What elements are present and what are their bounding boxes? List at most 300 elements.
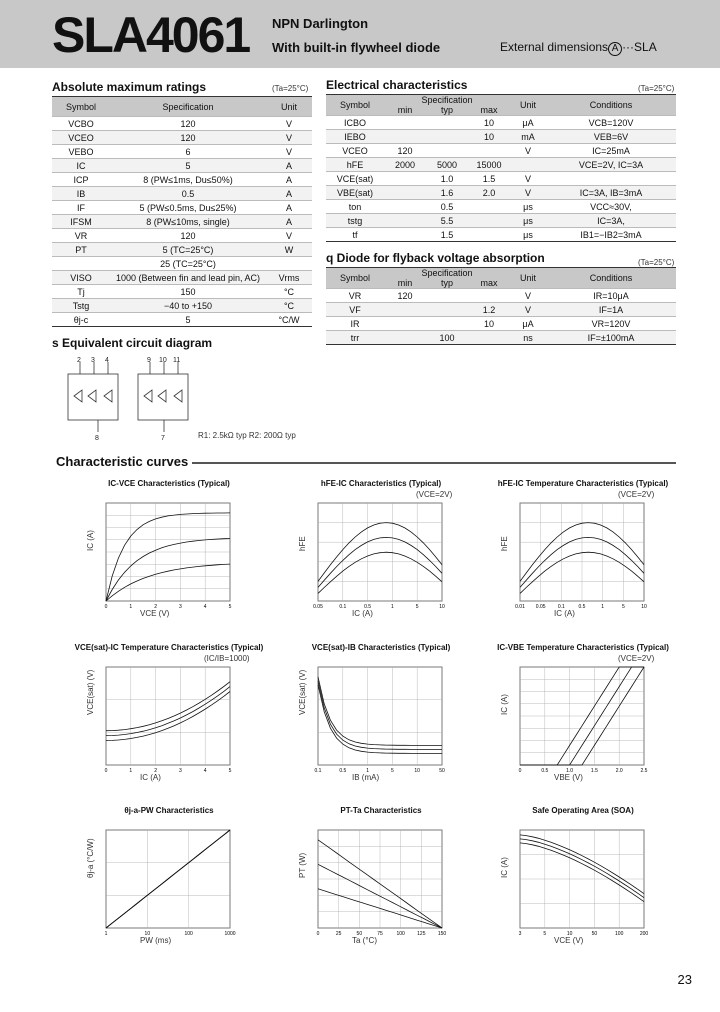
chart-plot xyxy=(96,653,250,793)
table-cell xyxy=(384,303,426,317)
table-cell: 8 (PW≤1ms, Du≤50%) xyxy=(110,173,266,187)
chart-title: Safe Operating Area (SOA) xyxy=(532,806,634,815)
x-tick-label: 0.5 xyxy=(541,768,549,774)
table-cell: A xyxy=(266,173,312,187)
table-cell: W xyxy=(266,243,312,257)
table-cell: 150 xyxy=(110,285,266,299)
table-cell: V xyxy=(510,172,546,186)
table-cell: 6 xyxy=(110,145,266,159)
chart-condition: (VCE=2V) xyxy=(618,654,655,663)
series-line xyxy=(318,685,442,754)
circuit-title: s Equivalent circuit diagram xyxy=(52,336,213,350)
table-row xyxy=(52,117,312,131)
x-tick-label: 0.1 xyxy=(557,604,565,610)
table-cell xyxy=(468,144,510,158)
table-cell: 0.5 xyxy=(426,200,468,214)
pin-label: 4 xyxy=(105,357,109,364)
chart-condition: (VCE=2V) xyxy=(416,490,453,499)
table-cell: VBE(sat) xyxy=(326,186,384,200)
table-cell xyxy=(468,200,510,214)
page-number: 23 xyxy=(677,972,692,987)
pin-label: 9 xyxy=(147,357,151,364)
table-cell: VR=120V xyxy=(546,317,676,331)
table-cell: 1.2 xyxy=(468,303,510,317)
x-tick-label: 1 xyxy=(391,604,394,610)
y-axis-label: hFE xyxy=(298,536,307,551)
table-row xyxy=(52,257,312,271)
table-row xyxy=(52,145,312,159)
x-tick-label: 0.1 xyxy=(314,768,322,774)
series-line xyxy=(106,564,230,601)
chart-condition: (IC/IB=1000) xyxy=(204,654,250,663)
x-tick-label: 10 xyxy=(641,604,647,610)
chart-title: hFE-IC Temperature Characteristics (Typical) xyxy=(497,479,669,488)
y-axis-label: IC (A) xyxy=(500,857,509,878)
header-band xyxy=(0,0,720,68)
chart-plot xyxy=(96,489,250,629)
x-tick-label: 10 xyxy=(414,768,420,774)
th-max: max xyxy=(468,105,510,116)
table-cell: 1.6 xyxy=(426,186,468,200)
table-cell: A xyxy=(266,215,312,229)
table-cell xyxy=(384,186,426,200)
abs-max-table xyxy=(52,96,312,327)
table-cell: IEBO xyxy=(326,130,384,144)
table-cell: ICP xyxy=(52,173,110,187)
x-axis-label: IC (A) xyxy=(140,773,161,782)
table-cell xyxy=(468,289,510,303)
series-line xyxy=(318,677,442,746)
table-cell: IC=3A, IB=3mA xyxy=(546,186,676,200)
table-row xyxy=(52,201,312,215)
x-axis-label: VCE (V) xyxy=(140,609,170,618)
x-tick-label: 2.0 xyxy=(615,768,623,774)
table-cell xyxy=(384,116,426,130)
th-cond: Conditions xyxy=(546,95,676,116)
table-cell: μA xyxy=(510,116,546,130)
table-cell: 5000 xyxy=(426,158,468,172)
th-symbol: Symbol xyxy=(326,268,384,289)
table-cell: IC xyxy=(52,159,110,173)
table-cell: 1000 (Between fin and lead pin, AC) xyxy=(110,271,266,285)
table-cell: 120 xyxy=(384,289,426,303)
table-cell: 15000 xyxy=(468,158,510,172)
x-tick-label: 1 xyxy=(366,768,369,774)
table-row xyxy=(52,229,312,243)
x-axis-label: VCE (V) xyxy=(554,936,584,945)
device-type: NPN Darlington xyxy=(272,16,369,31)
chart-plot xyxy=(510,816,664,956)
table-cell: IR xyxy=(326,317,384,331)
table-cell: Tj xyxy=(52,285,110,299)
chart-plot xyxy=(308,489,462,629)
table-cell: 100 xyxy=(426,331,468,345)
table-cell: A xyxy=(266,187,312,201)
table-row xyxy=(326,303,676,317)
chart-title: θj-a-PW Characteristics xyxy=(124,806,214,815)
table-cell: VCEO xyxy=(52,131,110,145)
x-axis-label: Ta (°C) xyxy=(352,936,377,945)
ext-suffix: ···SLA xyxy=(622,40,657,54)
y-axis-label: PT (W) xyxy=(298,852,307,878)
table-cell: ns xyxy=(510,331,546,345)
table-row xyxy=(326,228,676,242)
elec-title: Electrical characteristics xyxy=(326,78,468,92)
x-tick-label: 50 xyxy=(356,931,363,937)
table-cell: IF=1A xyxy=(546,303,676,317)
table-cell: VEBO xyxy=(52,145,110,159)
table-cell xyxy=(426,289,468,303)
table-row xyxy=(52,159,312,173)
table-cell: μs xyxy=(510,200,546,214)
series-line xyxy=(520,843,644,902)
table-cell: 10 xyxy=(468,130,510,144)
table-row xyxy=(52,271,312,285)
table-row xyxy=(52,285,312,299)
table-cell xyxy=(468,228,510,242)
th-unit: Unit xyxy=(266,97,312,117)
x-tick-label: 100 xyxy=(615,931,624,937)
x-tick-label: 2 xyxy=(154,604,157,610)
table-cell: μA xyxy=(510,317,546,331)
x-tick-label: 1000 xyxy=(224,931,236,937)
table-cell: trr xyxy=(326,331,384,345)
table-cell: IC=25mA xyxy=(546,144,676,158)
table-cell: VF xyxy=(326,303,384,317)
x-tick-label: 0.1 xyxy=(339,604,347,610)
th-spec: Specification xyxy=(110,97,266,117)
table-cell: Vrms xyxy=(266,271,312,285)
th-spec: Specification xyxy=(384,268,510,279)
table-cell: IB xyxy=(52,187,110,201)
table-cell: °C xyxy=(266,299,312,313)
chart-condition: (VCE=2V) xyxy=(618,490,655,499)
table-cell: VEB=6V xyxy=(546,130,676,144)
table-cell: PT xyxy=(52,243,110,257)
x-tick-label: 1 xyxy=(104,931,108,937)
chart-plot xyxy=(510,489,664,629)
th-symbol: Symbol xyxy=(326,95,384,116)
table-cell: V xyxy=(266,131,312,145)
table-cell: IC=3A, xyxy=(546,214,676,228)
pin-label: 11 xyxy=(173,357,181,364)
x-tick-label: 150 xyxy=(437,931,447,937)
table-cell xyxy=(384,200,426,214)
table-cell: V xyxy=(266,117,312,131)
x-tick-label: 1 xyxy=(129,768,133,774)
th-min: min xyxy=(384,105,426,116)
table-cell xyxy=(384,172,426,186)
series-line xyxy=(106,539,230,602)
table-cell: VR xyxy=(52,229,110,243)
x-tick-label: 1.5 xyxy=(590,768,598,774)
x-tick-label: 5 xyxy=(621,604,625,610)
table-row xyxy=(52,243,312,257)
table-cell xyxy=(468,214,510,228)
table-cell: VCC≈30V, xyxy=(546,200,676,214)
table-cell: VCE(sat) xyxy=(326,172,384,186)
x-tick-label: 0.5 xyxy=(339,768,347,774)
pin-label: 2 xyxy=(77,357,81,364)
x-tick-label: 5 xyxy=(415,604,419,610)
series-line xyxy=(106,513,230,601)
abs-max-title: Absolute maximum ratings xyxy=(52,80,207,94)
equivalent-circuit xyxy=(60,356,200,440)
x-tick-label: 4 xyxy=(203,604,207,610)
table-cell xyxy=(510,158,546,172)
x-tick-label: 50 xyxy=(439,768,445,774)
chart-plot xyxy=(96,816,250,956)
table-cell xyxy=(384,130,426,144)
part-number: SLA4061 xyxy=(52,7,250,63)
table-row xyxy=(326,172,676,186)
table-cell xyxy=(426,303,468,317)
table-cell: IFSM xyxy=(52,215,110,229)
chart-plot xyxy=(308,816,462,956)
table-cell: A xyxy=(266,159,312,173)
table-row xyxy=(52,187,312,201)
table-row xyxy=(52,173,312,187)
table-cell: hFE xyxy=(326,158,384,172)
table-row xyxy=(326,331,676,345)
table-cell: VCBO xyxy=(52,117,110,131)
chart-plot xyxy=(510,653,664,793)
table-cell: 120 xyxy=(110,117,266,131)
table-row xyxy=(326,186,676,200)
plot-frame xyxy=(106,667,230,765)
table-cell: VCB=120V xyxy=(546,116,676,130)
table-cell: tstg xyxy=(326,214,384,228)
table-cell: IB1=−IB2=3mA xyxy=(546,228,676,242)
chart-plot xyxy=(308,653,462,793)
th-typ: typ xyxy=(426,105,468,116)
table-cell: Tstg xyxy=(52,299,110,313)
table-cell: IF=±100mA xyxy=(546,331,676,345)
x-tick-label: 1 xyxy=(129,604,133,610)
x-tick-label: 5 xyxy=(228,604,232,610)
series-line xyxy=(318,552,442,593)
x-tick-label: 0.5 xyxy=(578,604,586,610)
table-cell: mA xyxy=(510,130,546,144)
series-line xyxy=(318,523,442,582)
table-row xyxy=(326,116,676,130)
table-cell: V xyxy=(266,145,312,159)
table-cell: VISO xyxy=(52,271,110,285)
table-row xyxy=(326,317,676,331)
table-cell: 120 xyxy=(384,144,426,158)
table-cell: μs xyxy=(510,214,546,228)
x-tick-label: 25 xyxy=(335,931,342,937)
th-symbol: Symbol xyxy=(52,97,110,117)
table-cell: VR xyxy=(326,289,384,303)
x-tick-label: 0.05 xyxy=(313,604,323,610)
table-cell: 2000 xyxy=(384,158,426,172)
table-row xyxy=(52,299,312,313)
x-tick-label: 200 xyxy=(639,931,649,937)
y-axis-label: VCE(sat) (V) xyxy=(86,669,95,715)
table-cell: ton xyxy=(326,200,384,214)
table-cell: IF xyxy=(52,201,110,215)
diode-note: (Ta=25°C) xyxy=(638,258,675,267)
y-axis-label: VCE(sat) (V) xyxy=(298,669,307,715)
table-cell xyxy=(384,317,426,331)
table-cell: 5.5 xyxy=(426,214,468,228)
x-tick-label: 5 xyxy=(228,768,232,774)
elec-note: (Ta=25°C) xyxy=(638,84,675,93)
x-tick-label: 0 xyxy=(518,768,522,774)
th-cond: Conditions xyxy=(546,268,676,289)
th-unit: Unit xyxy=(510,268,546,289)
table-cell: °C xyxy=(266,285,312,299)
x-tick-label: 100 xyxy=(184,931,193,937)
y-axis-label: hFE xyxy=(500,536,509,551)
table-cell xyxy=(384,228,426,242)
chart-title: VCE(sat)-IC Temperature Characteristics (Typical) xyxy=(74,643,264,652)
table-row xyxy=(52,131,312,145)
table-cell: 5 (PW≤0.5ms, Du≤25%) xyxy=(110,201,266,215)
table-cell xyxy=(426,317,468,331)
table-row xyxy=(326,200,676,214)
table-cell xyxy=(426,144,468,158)
table-cell: 25 (TC=25°C) xyxy=(110,257,266,271)
ext-prefix: External dimensions xyxy=(500,40,609,54)
elec-table xyxy=(326,94,676,242)
table-cell: V xyxy=(510,303,546,317)
x-tick-label: 0 xyxy=(104,768,108,774)
table-cell: μs xyxy=(510,228,546,242)
x-tick-label: 100 xyxy=(396,931,405,937)
table-cell xyxy=(468,331,510,345)
th-unit: Unit xyxy=(510,95,546,116)
table-cell: 0.5 xyxy=(110,187,266,201)
table-cell xyxy=(384,331,426,345)
chart-title: VCE(sat)-IB Characteristics (Typical) xyxy=(311,643,451,652)
table-cell: VCE=2V, IC=3A xyxy=(546,158,676,172)
table-cell: V xyxy=(266,229,312,243)
external-dimensions xyxy=(500,40,657,56)
table-cell: 1.5 xyxy=(468,172,510,186)
table-cell: −40 to +150 xyxy=(110,299,266,313)
table-cell: 5 xyxy=(110,159,266,173)
x-axis-label: VBE (V) xyxy=(554,773,583,782)
table-cell: 2.0 xyxy=(468,186,510,200)
diode-title: q Diode for flyback voltage absorption xyxy=(326,251,545,265)
table-cell: °C/W xyxy=(266,313,312,327)
table-cell: IR=10μA xyxy=(546,289,676,303)
table-cell xyxy=(546,172,676,186)
x-tick-label: 75 xyxy=(377,931,383,937)
x-tick-label: 10 xyxy=(144,931,151,937)
table-cell: 10 xyxy=(468,317,510,331)
x-tick-label: 2 xyxy=(154,768,157,774)
x-tick-label: 1.0 xyxy=(566,768,574,774)
diode-table xyxy=(326,267,676,345)
x-tick-label: 3 xyxy=(179,604,182,610)
ext-letter-circle: A xyxy=(608,42,622,56)
pin-label: 8 xyxy=(95,435,99,440)
table-row xyxy=(52,215,312,229)
series-line xyxy=(318,681,442,750)
x-tick-label: 2.5 xyxy=(640,768,648,774)
pin-label: 7 xyxy=(161,435,165,440)
table-cell: V xyxy=(510,186,546,200)
x-tick-label: 0.5 xyxy=(364,604,372,610)
table-cell: 5 (TC=25°C) xyxy=(110,243,266,257)
y-axis-label: θj-a (°C/W) xyxy=(86,838,95,878)
series-line xyxy=(106,830,230,928)
table-cell: 1.5 xyxy=(426,228,468,242)
x-tick-label: 0.01 xyxy=(515,604,525,610)
plot-frame xyxy=(318,503,442,601)
table-cell xyxy=(426,130,468,144)
table-cell: 10 xyxy=(468,116,510,130)
chart-title: IC-VCE Characteristics (Typical) xyxy=(108,479,230,488)
x-tick-label: 3 xyxy=(179,768,182,774)
table-cell: 120 xyxy=(110,229,266,243)
x-axis-label: IB (mA) xyxy=(352,773,380,782)
table-cell: V xyxy=(510,144,546,158)
x-axis-label: IC (A) xyxy=(352,609,373,618)
table-cell: 1.0 xyxy=(426,172,468,186)
x-tick-label: 0 xyxy=(316,931,320,937)
table-cell: A xyxy=(266,201,312,215)
pin-label: 10 xyxy=(159,357,167,364)
table-row xyxy=(326,214,676,228)
y-axis-label: IC (A) xyxy=(86,530,95,551)
table-cell: 120 xyxy=(110,131,266,145)
x-tick-label: 10 xyxy=(566,931,573,937)
device-feature: With built-in flywheel diode xyxy=(272,40,441,55)
table-cell: 5 xyxy=(110,313,266,327)
x-tick-label: 50 xyxy=(591,931,598,937)
series-line xyxy=(106,692,230,741)
pin-label: 3 xyxy=(91,357,95,364)
x-tick-label: 125 xyxy=(417,931,426,937)
table-cell xyxy=(426,116,468,130)
curves-title: Characteristic curves xyxy=(52,454,192,469)
table-row xyxy=(326,144,676,158)
chart-title: hFE-IC Characteristics (Typical) xyxy=(320,479,442,488)
x-tick-label: 10 xyxy=(439,604,445,610)
chart-title: PT-Ta Characteristics xyxy=(340,806,422,815)
table-cell xyxy=(266,257,312,271)
table-cell: tf xyxy=(326,228,384,242)
x-tick-label: 5 xyxy=(543,931,547,937)
table-cell: V xyxy=(510,289,546,303)
th-typ: typ xyxy=(426,278,468,289)
table-cell xyxy=(384,214,426,228)
x-tick-label: 5 xyxy=(391,768,394,774)
th-max: max xyxy=(468,278,510,289)
table-row xyxy=(52,313,312,327)
x-tick-label: 4 xyxy=(203,768,207,774)
th-min: min xyxy=(384,278,426,289)
y-axis-label: IC (A) xyxy=(500,694,509,715)
table-cell: θj-c xyxy=(52,313,110,327)
table-cell xyxy=(52,257,110,271)
x-axis-label: IC (A) xyxy=(554,609,575,618)
x-tick-label: 0 xyxy=(104,604,108,610)
table-row xyxy=(326,289,676,303)
abs-max-note: (Ta=25°C) xyxy=(272,84,309,93)
table-row xyxy=(326,158,676,172)
x-tick-label: 0.05 xyxy=(535,604,546,610)
table-cell: VCEO xyxy=(326,144,384,158)
chart-title: IC-VBE Temperature Characteristics (Typical) xyxy=(497,643,669,652)
circuit-note: R1: 2.5kΩ typ R2: 200Ω typ xyxy=(198,431,296,440)
table-row xyxy=(326,130,676,144)
table-cell: ICBO xyxy=(326,116,384,130)
